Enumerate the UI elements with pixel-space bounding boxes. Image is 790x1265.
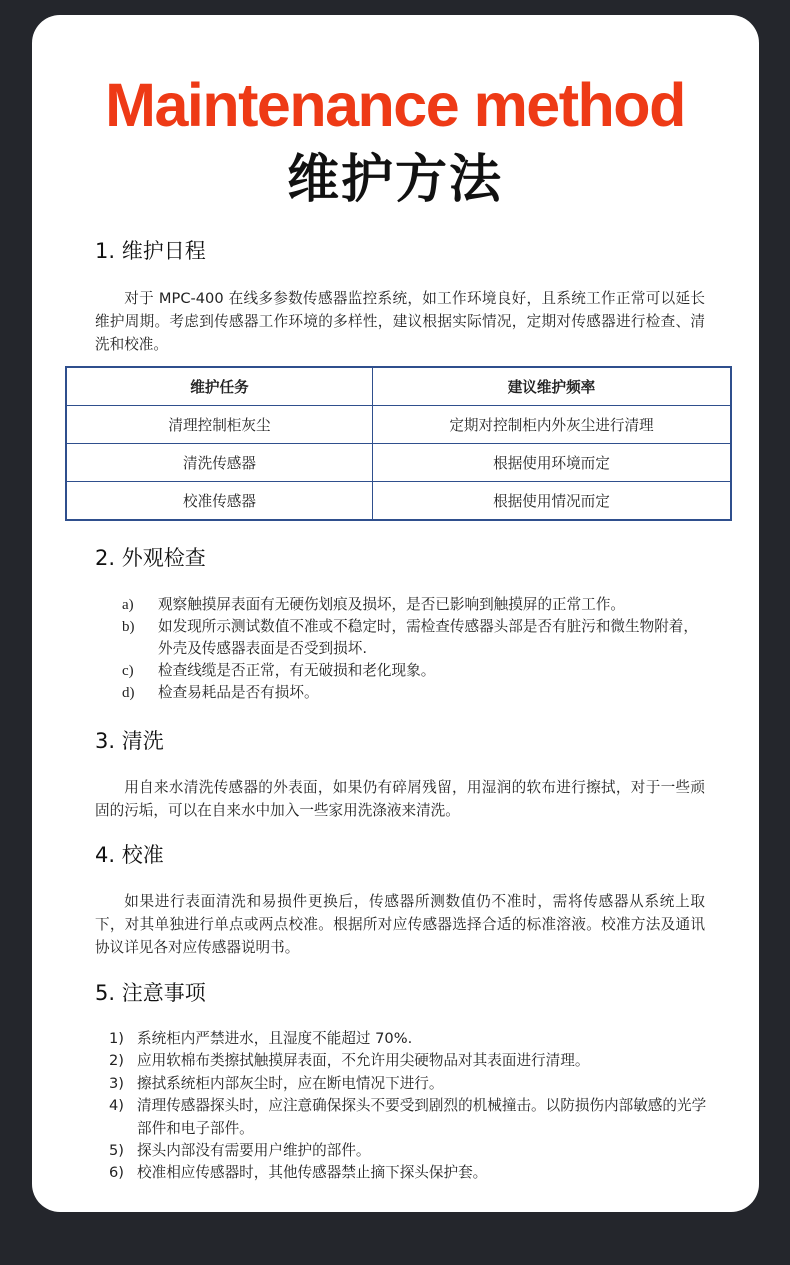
section-heading-inspection: 2. 外观检查 [95, 546, 206, 570]
list-item [109, 1140, 707, 1162]
schedule-paragraph: 对于 MPC-400 在线多参数传感器监控系统，如工作环境良好，且系统工作正常可以延长维护周期。考虑到传感器工作环境的多样性，建议根据实际情况，定期对传感器进行检查、清洗和校准。 [95, 290, 705, 353]
list-marker: 2) [109, 1052, 124, 1070]
section-heading-cleaning: 3. 清洗 [95, 729, 164, 753]
table-row [66, 444, 731, 482]
table-header-frequency: 建议维护频率 [373, 367, 732, 406]
list-item-text: 校准相应传感器时，其他传感器禁止摘下探头保护套。 [137, 1164, 488, 1182]
list-item-text: 检查易耗品是否有损坏。 [158, 684, 319, 701]
list-item-text: 探头内部没有需要用户维护的部件。 [137, 1142, 371, 1160]
table-row [66, 482, 731, 521]
list-item-text: 如发现所示测试数值不准或不稳定时，需检查传感器头部是否有脏污和微生物附着，外壳及传感器表面是否受到损坏. [158, 618, 698, 657]
list-item [122, 594, 712, 616]
list-item-text: 观察触摸屏表面有无硬伤划痕及损坏，是否已影响到触摸屏的正常工作。 [158, 596, 626, 613]
table-cell-frequency: 根据使用环境而定 [373, 444, 732, 482]
list-item-text: 应用软棉布类擦拭触摸屏表面，不允许用尖硬物品对其表面进行清理。 [137, 1052, 590, 1070]
table-cell-task: 校准传感器 [66, 482, 373, 521]
list-item-text: 清理传感器探头时，应注意确保探头不要受到剧烈的机械撞击。以防损伤内部敏感的光学部件和电子部件。 [137, 1097, 707, 1137]
list-marker: 3) [109, 1074, 124, 1092]
list-marker: b) [122, 619, 135, 635]
list-item [122, 660, 712, 682]
list-item-text: 检查线缆是否正常，有无破损和老化现象。 [158, 662, 436, 679]
calibration-paragraph: 如果进行表面清洗和易损件更换后，传感器所测数值仍不准时，需将传感器从系统上取下，对其单独进行单点或两点校准。根据所对应传感器选择合适的标准溶液。校准方法及通讯协议详见各对应传感器说明书。 [95, 893, 705, 956]
list-marker: 1) [109, 1030, 124, 1047]
list-item [109, 1050, 707, 1072]
list-marker: 6) [109, 1164, 124, 1182]
notes-list [109, 1028, 707, 1185]
list-item [109, 1028, 707, 1050]
list-marker: 4) [109, 1097, 124, 1115]
cleaning-paragraph: 用自来水清洗传感器的外表面，如果仍有碎屑残留，用湿润的软布进行擦拭，对于一些顽固的污垢，可以在自来水中加入一些家用洗涤液来清洗。 [95, 779, 705, 819]
list-item [109, 1073, 707, 1095]
list-item-text: 擦拭系统柜内部灰尘时，应在断电情况下进行。 [137, 1074, 444, 1092]
list-item [109, 1162, 707, 1184]
list-marker: c) [122, 663, 134, 679]
page-title-en: Maintenance method [105, 71, 685, 139]
list-item-text: 系统柜内严禁进水，且湿度不能超过 70%. [137, 1030, 413, 1047]
table-header-task: 维护任务 [66, 367, 373, 406]
list-item [122, 682, 712, 704]
list-item [109, 1095, 707, 1140]
list-marker: a) [122, 597, 134, 613]
maintenance-schedule-table [65, 366, 732, 521]
table-cell-task: 清理控制柜灰尘 [66, 406, 373, 444]
inspection-list [122, 594, 712, 704]
list-item [122, 616, 712, 660]
table-cell-frequency: 定期对控制柜内外灰尘进行清理 [373, 406, 732, 444]
table-cell-task: 清洗传感器 [66, 444, 373, 482]
table-header-row [66, 367, 731, 406]
table-row [66, 406, 731, 444]
list-marker: d) [122, 685, 135, 701]
section-heading-schedule: 1. 维护日程 [95, 239, 206, 263]
section-heading-calibration: 4. 校准 [95, 843, 164, 867]
section-heading-notes: 5. 注意事项 [95, 981, 206, 1005]
list-marker: 5) [109, 1142, 124, 1160]
page-title-cn: 维护方法 [286, 150, 503, 210]
table-cell-frequency: 根据使用情况而定 [373, 482, 732, 521]
